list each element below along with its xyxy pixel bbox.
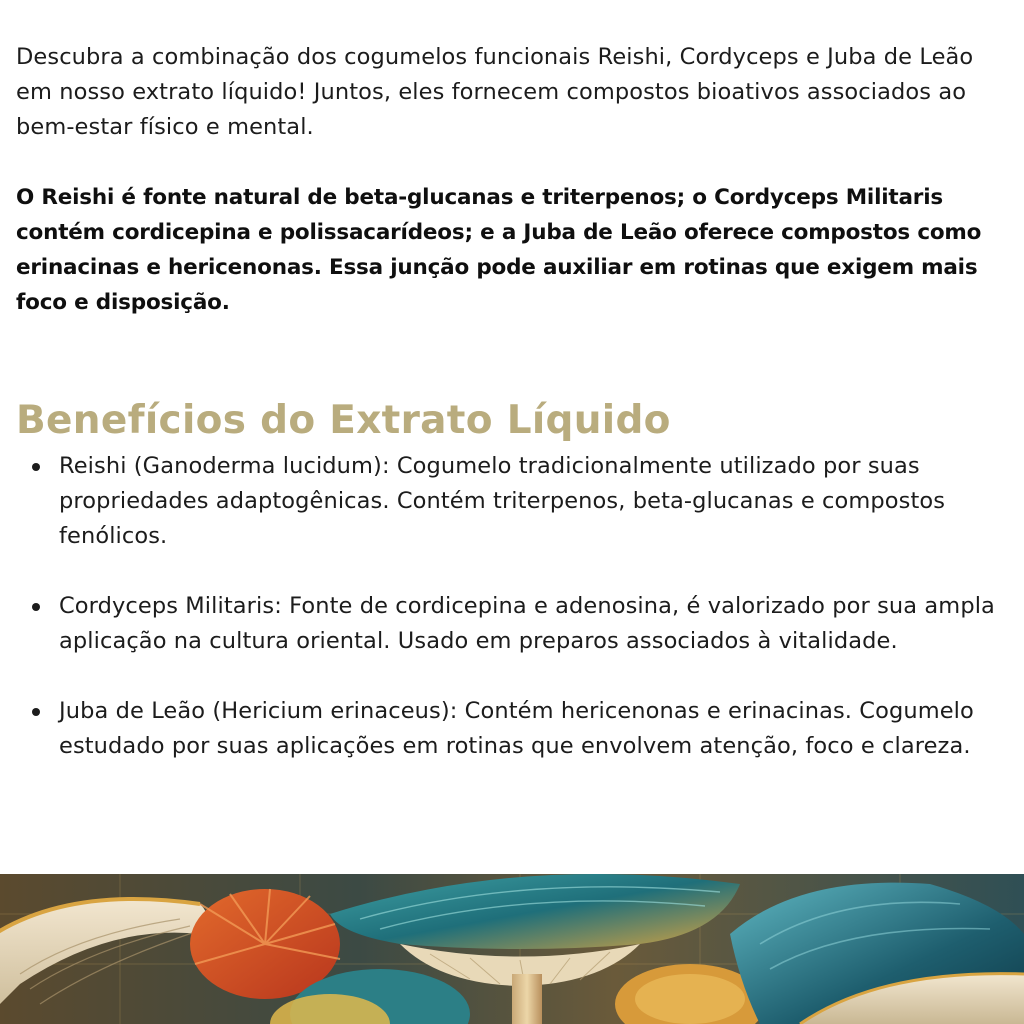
benefit-item-cordyceps [0, 589, 1024, 659]
benefit-text: Cordyceps Militaris: Fonte de cordicepina e adenosina, é valorizado por sua ampla aplicação na cultura oriental. Usado em preparos associados à vitalidade. [59, 593, 995, 654]
benefit-item-juba-de-leao [0, 694, 1024, 764]
mushroom-illustration-icon [0, 874, 1024, 1024]
mushroom-illustration-banner [0, 874, 1024, 1024]
bullet-icon [32, 463, 40, 471]
bullet-icon [32, 603, 40, 611]
benefits-title: Benefícios do Extrato Líquido [16, 398, 671, 443]
intro-paragraph: Descubra a combinação dos cogumelos funcionais Reishi, Cordyceps e Juba de Leão em nosso extrato líquido! Juntos, eles fornecem compostos bioativos associados ao bem-estar físico e mental. [16, 44, 974, 140]
highlight-paragraph: O Reishi é fonte natural de beta-glucanas e triterpenos; o Cordyceps Militaris contém cordicepina e polissacarídeos; e a Juba de Leão oferece compostos como erinacinas e hericenonas. Essa junção pode auxiliar em rotinas que exigem mais foco e disposição. [16, 185, 982, 315]
benefit-item-reishi [0, 449, 1024, 554]
benefit-text: Reishi (Ganoderma lucidum): Cogumelo tradicionalmente utilizado por suas propriedades adaptogênicas. Contém triterpenos, beta-glucanas e compostos fenólicos. [59, 453, 946, 549]
benefit-text: Juba de Leão (Hericium erinaceus): Contém hericenonas e erinacinas. Cogumelo estudado por suas aplicações em rotinas que envolvem atenção, foco e clareza. [59, 698, 974, 759]
bullet-icon [32, 708, 40, 716]
benefits-list [0, 449, 1024, 799]
